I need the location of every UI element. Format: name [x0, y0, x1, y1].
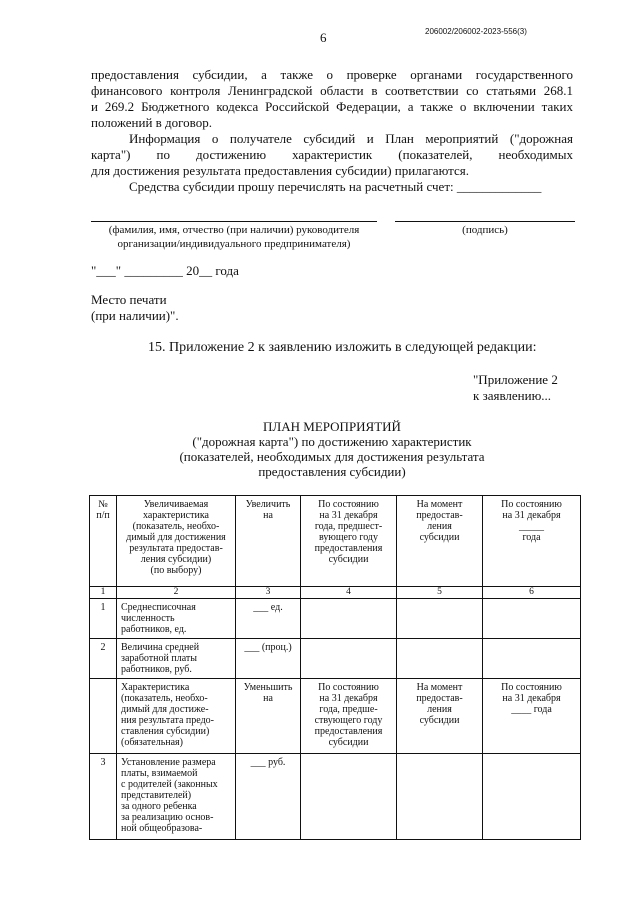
empty-cell: [301, 639, 397, 679]
header-cell: На момент предостав- ления субсидии: [397, 496, 483, 587]
row-value: ___ руб.: [236, 754, 301, 840]
subheader-cell: По состоянию на 31 декабря ____ года: [483, 679, 581, 754]
empty-cell: [301, 599, 397, 639]
row-number: 2: [90, 639, 117, 679]
plan-title-line: (показателей, необходимых для достижения результата: [179, 449, 485, 464]
column-number: 4: [301, 587, 397, 599]
subheader-cell: Характеристика (показатель, необхо- димый для достиже- ния результата предо- ставления субсидии) (обязательная): [117, 679, 236, 754]
row-value: ___ (проц.): [236, 639, 301, 679]
column-number: 1: [90, 587, 117, 599]
header-cell: По состоянию на 31 декабря _____ года: [483, 496, 581, 587]
appendix-reference: [473, 372, 558, 404]
empty-cell: [397, 754, 483, 840]
plan-table: [89, 495, 581, 840]
item-15: 15. Приложение 2 к заявлению изложить в следующей редакции:: [148, 340, 537, 355]
header-cell: № п/п: [90, 496, 117, 587]
row-value: ___ ед.: [236, 599, 301, 639]
signature-name-line: [91, 221, 377, 222]
caption-line: (фамилия, имя, отчество (при наличии) руководителя: [108, 224, 360, 236]
empty-cell: [397, 599, 483, 639]
text-line: положений в договор.: [91, 115, 212, 130]
header-cell: По состоянию на 31 декабря года, предшест- вующего году предоставления субсидии: [301, 496, 397, 587]
row-name: Величина средней заработной платы работников, руб.: [117, 639, 236, 679]
text-line: и 269.2 Бюджетного кодекса Российской Федерации, а также о включении таких: [91, 99, 573, 114]
table-header-row: [90, 496, 581, 587]
plan-title-line: ("дорожная карта") по достижению характеристик: [192, 434, 472, 449]
column-number: 2: [117, 587, 236, 599]
subheader-cell: На момент предостав- ления субсидии: [397, 679, 483, 754]
text-line: карта") по достижению характеристик (показателей, необходимых: [91, 147, 573, 162]
subheader-cell: По состоянию на 31 декабря года, предше- ствующего году предоставления субсидии: [301, 679, 397, 754]
date-line: "___" _________ 20__ года: [91, 263, 239, 278]
text-line: для достижения результата предоставления субсидии) прилагаются.: [91, 163, 469, 178]
caption-line: организации/индивидуального предпринимателя): [117, 238, 351, 250]
empty-cell: [301, 754, 397, 840]
paragraph-account: [91, 179, 573, 195]
paragraph-reporting: [91, 67, 573, 131]
stamp-place: [91, 292, 179, 324]
table-subheader-row: [90, 679, 581, 754]
header-cell: Увеличиваемая характеристика (показатель, необхо- димый для достижения результата предостав- ления субсидии) (по выбору): [117, 496, 236, 587]
text-line: финансового контроля Ленинградской области в соответствии со статьями 268.1: [91, 83, 573, 98]
text-line: предоставления субсидии, а также о проверке органами государственного: [91, 67, 573, 82]
stamp-line: (при наличии)".: [91, 308, 179, 323]
paragraph-attachments: [91, 131, 573, 179]
empty-cell: [483, 639, 581, 679]
name-caption: [91, 223, 377, 251]
plan-title-line: предоставления субсидии): [258, 464, 406, 479]
document-id: 206002/206002-2023-556(3): [425, 27, 527, 36]
header-cell: Увеличить на: [236, 496, 301, 587]
column-number: 6: [483, 587, 581, 599]
table-row: [90, 754, 581, 840]
empty-cell: [397, 639, 483, 679]
appendix-line: к заявлению...: [473, 388, 552, 403]
appendix-line: "Приложение 2: [473, 372, 558, 387]
column-number: 5: [397, 587, 483, 599]
plan-title: [91, 419, 573, 479]
subheader-cell: Уменьшить на: [236, 679, 301, 754]
row-name: Среднесписочная численность работников, ед.: [117, 599, 236, 639]
signature-caption: (подпись): [462, 224, 508, 236]
signature-line: [395, 221, 575, 222]
plan-title-line: ПЛАН МЕРОПРИЯТИЙ: [263, 419, 401, 434]
empty-cell: [483, 599, 581, 639]
text-line: Средства субсидии прошу перечислять на расчетный счет: _____________: [129, 179, 542, 194]
empty-cell: [90, 679, 117, 754]
row-number: 1: [90, 599, 117, 639]
stamp-line: Место печати: [91, 292, 167, 307]
row-number: 3: [90, 754, 117, 840]
text-line: Информация о получателе субсидий и План мероприятий ("дорожная: [129, 131, 573, 146]
empty-cell: [483, 754, 581, 840]
table-row: [90, 599, 581, 639]
page-number: 6: [320, 30, 327, 45]
table-row: [90, 639, 581, 679]
table-numbers-row: [90, 587, 581, 599]
column-number: 3: [236, 587, 301, 599]
row-name: Установление размера платы, взимаемой с родителей (законных представителей) за одного ребенка за реализацию основ- ной общеобразова-: [117, 754, 236, 840]
